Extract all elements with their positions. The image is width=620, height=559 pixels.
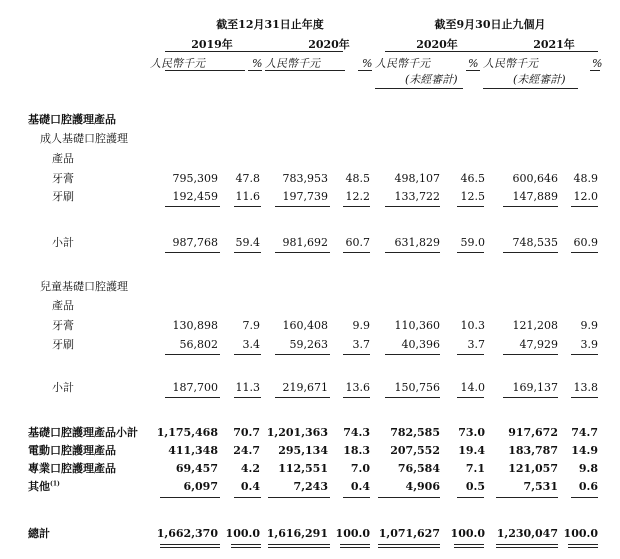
cell: 0.6: [578, 480, 598, 493]
cell: 47.8: [235, 172, 260, 185]
pct-label: %: [362, 57, 373, 70]
cell: 130,898: [172, 319, 218, 332]
row-label-text: 其他: [28, 480, 50, 493]
cell: 411,348: [168, 444, 218, 457]
unit-label: 人民幣千元: [265, 57, 320, 70]
cell: 7.0: [350, 462, 370, 475]
child-group-title: 兒童基礎口腔護理: [40, 280, 128, 293]
section-title-basic-care: 基礎口腔護理產品: [28, 113, 116, 126]
cell: 14.0: [460, 381, 485, 394]
cell: 7.1: [465, 462, 485, 475]
unaudited-label: (未經審計): [405, 73, 458, 86]
cell: 9.9: [580, 319, 598, 332]
cell: 1,230,047: [496, 527, 558, 540]
cell: 110,360: [394, 319, 440, 332]
cell: 12.5: [460, 190, 485, 203]
cell: 121,208: [512, 319, 558, 332]
cell: 197,739: [282, 190, 328, 203]
cell: 69,457: [175, 462, 218, 475]
cell: 56,802: [179, 338, 218, 351]
row-label: 牙刷: [52, 338, 74, 351]
row-label: 牙刷: [52, 190, 74, 203]
cell: 70.7: [233, 426, 260, 439]
cell: 748,535: [512, 236, 558, 249]
cell: 0.5: [465, 480, 485, 493]
cell: 150,756: [394, 381, 440, 394]
cell: 1,175,468: [156, 426, 218, 439]
cell: 987,768: [172, 236, 218, 249]
row-label: 專業口腔護理產品: [28, 462, 116, 475]
year-header-2021: 2021年: [533, 38, 575, 51]
cell: 1,662,370: [156, 527, 218, 540]
cell: 100.0: [563, 527, 598, 540]
row-label: 小計: [52, 381, 74, 394]
year-header-2020: 2020年: [308, 38, 350, 51]
cell: 782,585: [390, 426, 440, 439]
cell: 7,531: [523, 480, 558, 493]
cell: 0.4: [350, 480, 370, 493]
cell: 100.0: [335, 527, 370, 540]
unit-label: 人民幣千元: [483, 57, 538, 70]
row-label: 牙膏: [52, 172, 74, 185]
adult-group-title: 成人基礎口腔護理: [40, 132, 128, 145]
cell: 14.9: [571, 444, 598, 457]
cell: 112,551: [278, 462, 328, 475]
cell: 133,722: [394, 190, 440, 203]
cell: 12.0: [573, 190, 598, 203]
cell: 47,929: [519, 338, 558, 351]
cell: 917,672: [508, 426, 558, 439]
cell: 74.3: [343, 426, 370, 439]
cell: 498,107: [394, 172, 440, 185]
year-header-2019: 2019年: [191, 38, 233, 51]
cell: 600,646: [512, 172, 558, 185]
cell: 9.8: [578, 462, 598, 475]
cell: 13.8: [573, 381, 598, 394]
cell: 10.3: [460, 319, 485, 332]
cell: 3.7: [467, 338, 485, 351]
cell: 11.3: [235, 381, 260, 394]
cell: 295,134: [278, 444, 328, 457]
cell: 100.0: [225, 527, 260, 540]
cell: 3.4: [242, 338, 260, 351]
cell: 6,097: [183, 480, 218, 493]
cell: 4,906: [405, 480, 440, 493]
cell: 783,953: [282, 172, 328, 185]
cell: 7,243: [293, 480, 328, 493]
cell: 59.4: [235, 236, 260, 249]
cell: 48.5: [345, 172, 370, 185]
cell: 24.7: [233, 444, 260, 457]
cell: 59,263: [289, 338, 328, 351]
unaudited-label: (未經審計): [513, 73, 566, 86]
period-header-year: 截至12月31日止年度: [216, 18, 324, 31]
cell: 1,616,291: [266, 527, 328, 540]
cell: 9.9: [352, 319, 370, 332]
cell: 13.6: [345, 381, 370, 394]
cell: 100.0: [450, 527, 485, 540]
cell: 183,787: [508, 444, 558, 457]
cell: 19.4: [458, 444, 485, 457]
row-label: 小計: [52, 236, 74, 249]
unit-label: 人民幣千元: [150, 57, 205, 70]
row-label: 基礎口腔護理產品小計: [28, 426, 138, 439]
cell: 0.4: [240, 480, 260, 493]
cell: 3.7: [352, 338, 370, 351]
cell: 207,552: [390, 444, 440, 457]
cell: 631,829: [394, 236, 440, 249]
cell: 11.6: [235, 190, 260, 203]
row-label: 牙膏: [52, 319, 74, 332]
cell: 48.9: [573, 172, 598, 185]
cell: 60.9: [573, 236, 598, 249]
cell: 60.7: [345, 236, 370, 249]
cell: 192,459: [172, 190, 218, 203]
cell: 121,057: [508, 462, 558, 475]
cell: 981,692: [282, 236, 328, 249]
cell: 40,396: [401, 338, 440, 351]
year-header-2020-nine: 2020年: [416, 38, 458, 51]
cell: 18.3: [343, 444, 370, 457]
cell: 74.7: [571, 426, 598, 439]
cell: 7.9: [242, 319, 260, 332]
row-label: [28, 481, 60, 492]
cell: 1,071,627: [378, 527, 440, 540]
cell: 147,889: [512, 190, 558, 203]
cell: 3.9: [580, 338, 598, 351]
cell: 187,700: [172, 381, 218, 394]
pct-label: %: [592, 57, 603, 70]
pct-label: %: [252, 57, 263, 70]
adult-group-title-2: 產品: [52, 152, 74, 165]
pct-label: %: [468, 57, 479, 70]
cell: 73.0: [458, 426, 485, 439]
cell: 795,309: [172, 172, 218, 185]
period-header-nine-months: 截至9月30日止九個月: [434, 18, 546, 31]
row-label: 電動口腔護理產品: [28, 444, 116, 457]
unit-label: 人民幣千元: [375, 57, 430, 70]
cell: 1,201,363: [266, 426, 328, 439]
cell: 46.5: [460, 172, 485, 185]
child-group-title-2: 產品: [52, 299, 74, 312]
cell: 219,671: [282, 381, 328, 394]
cell: 169,137: [512, 381, 558, 394]
cell: 4.2: [240, 462, 260, 475]
cell: 160,408: [282, 319, 328, 332]
footnote-marker: (1): [50, 480, 60, 488]
cell: 12.2: [345, 190, 370, 203]
row-label: 總計: [28, 527, 50, 540]
cell: 59.0: [460, 236, 485, 249]
cell: 76,584: [397, 462, 440, 475]
